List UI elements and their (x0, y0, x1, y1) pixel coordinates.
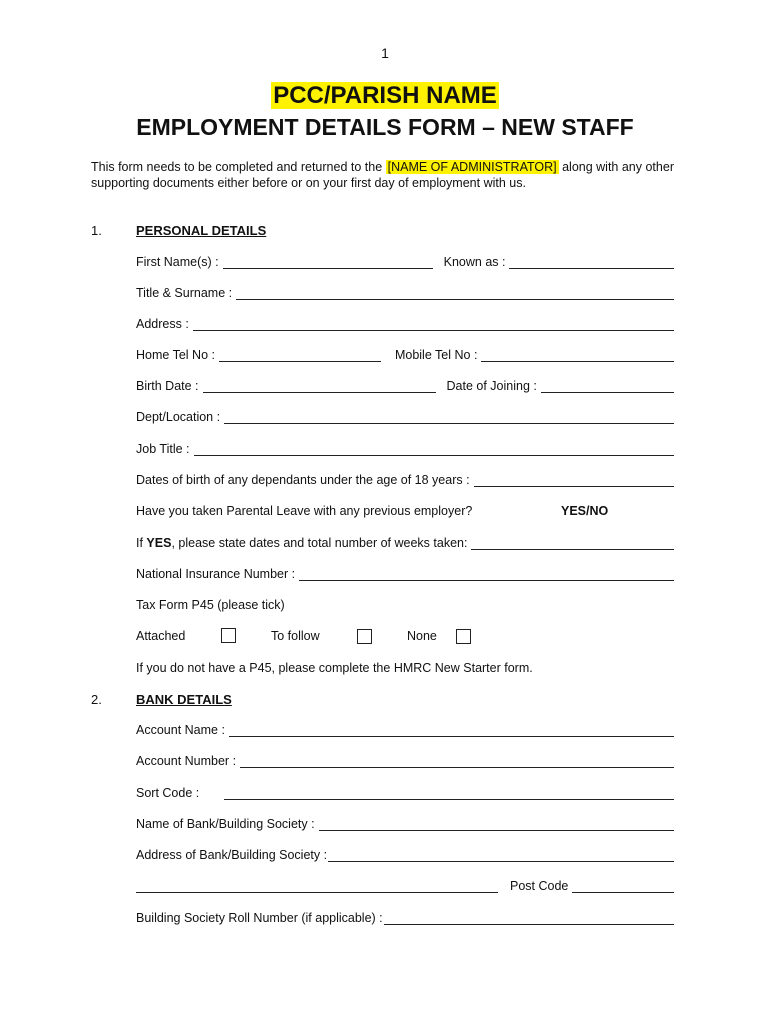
account-number-field[interactable] (240, 754, 674, 768)
post-code-label: Post Code (510, 879, 569, 893)
p45-note: If you do not have a P45, please complete the HMRC New Starter form. (136, 661, 533, 675)
roll-number-label: Building Society Roll Number (if applicable) : (136, 911, 383, 925)
known-as-field[interactable] (509, 255, 674, 269)
bank-address-field[interactable] (328, 848, 674, 862)
job-title-field[interactable] (194, 442, 675, 456)
birth-date-label: Birth Date : (136, 379, 199, 393)
sort-code-field[interactable] (224, 786, 674, 800)
dates-row (136, 377, 674, 393)
parental-leave-details-field[interactable] (471, 536, 674, 550)
first-names-field[interactable] (223, 255, 433, 269)
dept-location-row (136, 408, 674, 424)
tax-form-row (136, 596, 674, 612)
post-code-row (136, 877, 674, 893)
title-surname-label: Title & Surname : (136, 286, 233, 300)
mobile-tel-field[interactable] (481, 348, 674, 362)
dept-location-label: Dept/Location : (136, 410, 221, 424)
mobile-tel-label: Mobile Tel No : (394, 348, 478, 362)
ni-number-row (136, 565, 674, 581)
telephone-row (136, 346, 674, 362)
parental-leave-label: Have you taken Parental Leave with any previous employer? (136, 504, 473, 518)
address-field[interactable] (193, 317, 674, 331)
p45-note-row (136, 659, 674, 675)
account-number-row (136, 752, 674, 768)
known-as-label: Known as : (443, 255, 506, 269)
section-heading-bank: BANK DETAILS (136, 692, 232, 707)
none-checkbox[interactable] (456, 629, 471, 644)
bank-address-row (136, 846, 674, 862)
title-surname-row (136, 284, 674, 300)
parish-name-placeholder: PCC/PARISH NAME (273, 82, 497, 109)
section-number: 1. (91, 223, 102, 238)
dependants-field[interactable] (474, 473, 674, 487)
dependants-label: Dates of birth of any dependants under the age of 18 years : (136, 473, 470, 487)
title-surname-field[interactable] (236, 286, 674, 300)
yes-no-option[interactable]: YES/NO (561, 504, 609, 518)
address-row (136, 315, 674, 331)
ni-number-label: National Insurance Number : (136, 567, 296, 581)
account-number-label: Account Number : (136, 754, 237, 768)
bank-name-label: Name of Bank/Building Society : (136, 817, 315, 831)
bank-name-row (136, 815, 674, 831)
bank-address-label: Address of Bank/Building Society : (136, 848, 328, 862)
ni-number-field[interactable] (299, 567, 674, 581)
post-code-field[interactable] (572, 879, 674, 893)
birth-date-field[interactable] (203, 379, 436, 393)
bank-address-line-2-field[interactable] (136, 879, 498, 893)
job-title-row (136, 440, 674, 456)
dependants-row (136, 471, 674, 487)
if-yes-row (136, 534, 674, 550)
intro-paragraph: This form needs to be completed and returned to the [NAME OF ADMINISTRATOR] along with any other supporting documents either before or on your first day of employment with us. (91, 160, 674, 190)
parental-leave-row (136, 502, 674, 518)
date-joining-label: Date of Joining : (446, 379, 537, 393)
account-name-row (136, 721, 674, 737)
tax-form-label: Tax Form P45 (please tick) (136, 598, 285, 612)
to-follow-label: To follow (271, 629, 320, 643)
first-names-label: First Name(s) : (136, 255, 219, 269)
attached-checkbox[interactable] (221, 628, 236, 643)
to-follow-checkbox[interactable] (357, 629, 372, 644)
account-name-field[interactable] (229, 723, 674, 737)
if-yes-label: If YES, please state dates and total number of weeks taken: (136, 536, 468, 550)
sort-code-label: Sort Code : (136, 786, 200, 800)
form-title (0, 82, 770, 110)
page-number: 1 (381, 45, 389, 61)
sort-code-row (136, 784, 674, 800)
home-tel-field[interactable] (219, 348, 381, 362)
bank-name-field[interactable] (319, 817, 674, 831)
first-names-row (136, 253, 674, 269)
section-heading-personal: PERSONAL DETAILS (136, 223, 267, 238)
attached-label: Attached (136, 629, 186, 643)
section-number: 2. (91, 692, 102, 707)
administrator-placeholder: [NAME OF ADMINISTRATOR] (387, 160, 557, 174)
roll-number-field[interactable] (384, 911, 674, 925)
dept-location-field[interactable] (224, 410, 674, 424)
address-label: Address : (136, 317, 189, 331)
account-name-label: Account Name : (136, 723, 225, 737)
home-tel-label: Home Tel No : (136, 348, 215, 362)
none-label: None (407, 629, 437, 643)
roll-number-row (136, 909, 674, 925)
date-joining-field[interactable] (541, 379, 674, 393)
job-title-label: Job Title : (136, 442, 190, 456)
form-subtitle: EMPLOYMENT DETAILS FORM – NEW STAFF (136, 114, 634, 140)
